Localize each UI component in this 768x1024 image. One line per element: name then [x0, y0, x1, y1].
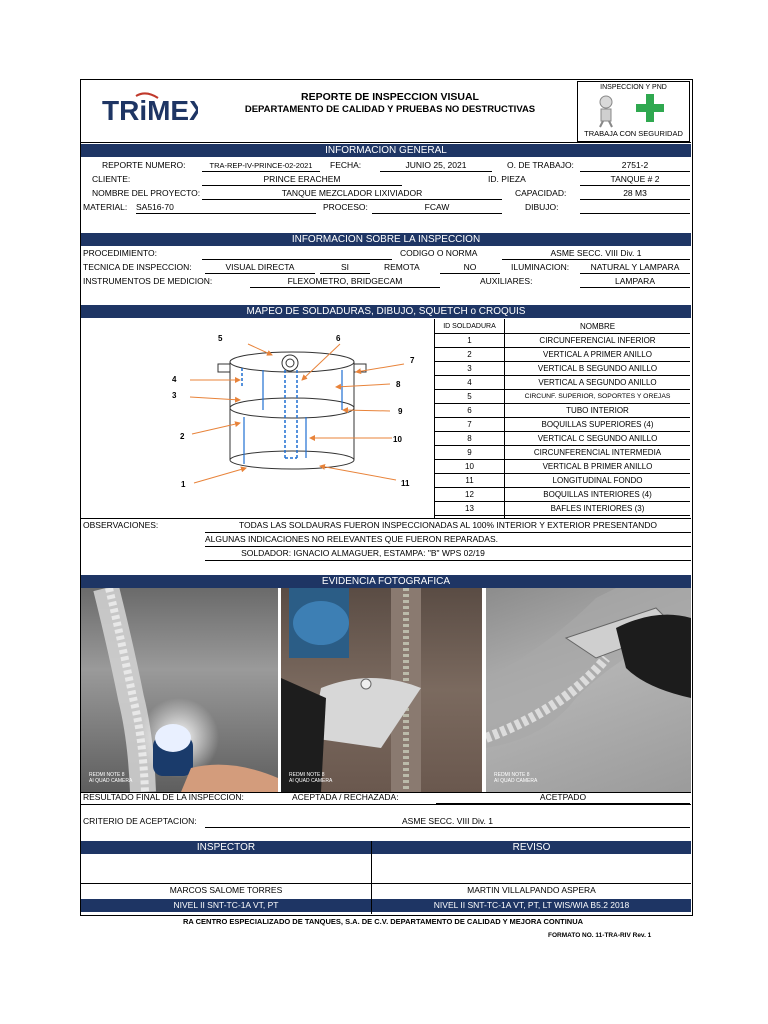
weld-row-id: 7	[435, 418, 504, 432]
procedure-label: PROCEDIMIENTO:	[83, 248, 157, 258]
acceptance-criteria-value: ASME SECC. VIII Div. 1	[205, 816, 690, 828]
capacity-label: CAPACIDAD:	[515, 188, 567, 198]
piece-id-value: TANQUE # 2	[580, 174, 690, 186]
weld-row-id: 13	[435, 502, 504, 516]
weld-row-name: CIRCUNFERENCIAL INTERMEDIA	[505, 446, 690, 460]
observations-line-2: ALGUNAS INDICACIONES NO RELEVANTES QUE FUERON REPARADAS.	[205, 534, 498, 544]
weld-row-name: VERTICAL B PRIMER ANILLO	[505, 460, 690, 474]
sketch-label-10: 10	[393, 435, 402, 444]
photo-2-watermark-line1: REDMI NOTE 8	[289, 772, 325, 778]
capacity-value: 28 M3	[580, 188, 690, 200]
table-header-id: ID SOLDADURA	[435, 320, 504, 334]
trimex-logo-icon	[102, 90, 198, 124]
photo-weld-flashlight	[81, 588, 278, 792]
photo-2-drawing	[281, 588, 482, 792]
code-label: CODIGO O NORMA	[400, 248, 478, 258]
acceptance-criteria-label: CRITERIO DE ACEPTACION:	[83, 816, 197, 826]
reviewer-level: NIVEL II SNT-TC-1A VT, PT, LT WIS/WIA B5.2 2018	[372, 899, 691, 912]
auxiliaries-value: LAMPARA	[580, 276, 690, 288]
remote-value: NO	[440, 262, 500, 274]
final-result-label: RESULTADO FINAL DE LA INSPECCION:	[83, 792, 244, 802]
photo-gauge-nozzle	[486, 588, 691, 792]
report-title: REPORTE DE INSPECCION VISUAL	[301, 91, 479, 103]
instruments-value: FLEXOMETRO, BRIDGECAM	[250, 276, 440, 288]
observations-label: OBSERVACIONES:	[83, 520, 159, 530]
direct-answer-value: SI	[320, 262, 370, 274]
technique-value: VISUAL DIRECTA	[205, 262, 315, 274]
mapping-bar: MAPEO DE SOLDADURAS, DIBUJO, SQUETCH o CROQUIS	[81, 305, 691, 318]
photo-1-watermark-line2: AI QUAD CAMERA	[89, 778, 133, 784]
code-value: ASME SECC. VIII Div. 1	[502, 248, 690, 260]
weld-row-id: 9	[435, 446, 504, 460]
reviewer-bar: REVISO	[372, 841, 691, 854]
general-info-bar: INFORMACION GENERAL	[81, 144, 691, 157]
weld-row-id: 8	[435, 432, 504, 446]
inspector-bar: INSPECTOR	[81, 841, 371, 854]
inspector-level: NIVEL II SNT-TC-1A VT, PT	[81, 899, 371, 912]
table-header-name: NOMBRE	[505, 320, 690, 334]
accept-reject-label: ACEPTADA / RECHAZADA:	[292, 792, 399, 802]
procedure-value	[202, 248, 392, 260]
weld-row-id: 10	[435, 460, 504, 474]
report-number-value: TRA-REP-IV-PRINCE-02-2021	[202, 160, 320, 172]
footer-form-code: FORMATO NO. 11-TRA-RIV Rev. 1	[548, 932, 652, 939]
weld-row-name: VERTICAL B SEGUNDO ANILLO	[505, 362, 690, 376]
lighting-value: NATURAL Y LAMPARA	[580, 262, 690, 274]
remote-label: REMOTA	[384, 262, 420, 272]
photo-2-watermark-line2: AI QUAD CAMERA	[289, 778, 333, 784]
weld-row-name: BOQUILLAS INTERIORES (4)	[505, 488, 690, 502]
weld-row-id: 1	[435, 334, 504, 348]
weld-row-name: BOQUILLAS SUPERIORES (4)	[505, 418, 690, 432]
final-result-value: ACETPADO	[436, 792, 690, 804]
photo-gauge-weld	[281, 588, 482, 792]
client-label: CLIENTE:	[92, 174, 131, 184]
client-value: PRINCE ERACHEM	[202, 174, 402, 186]
sketch-label-6: 6	[336, 334, 341, 343]
department-title: DEPARTAMENTO DE CALIDAD Y PRUEBAS NO DESTRUCTIVAS	[244, 104, 536, 115]
drawing-value	[580, 202, 690, 214]
weld-row-name: CIRCUNFERENCIAL INFERIOR	[505, 334, 690, 348]
piece-id-label: ID. PIEZA	[488, 174, 526, 184]
technique-label: TECNICA DE INSPECCION:	[83, 262, 192, 272]
weld-row-name: VERTICAL A PRIMER ANILLO	[505, 348, 690, 362]
drawing-label: DIBUJO:	[525, 202, 559, 212]
auxiliaries-label: AUXILIARES:	[480, 276, 533, 286]
weld-row-id: 6	[435, 404, 504, 418]
weld-row-name: VERTICAL C SEGUNDO ANILLO	[505, 432, 690, 446]
weld-row-name: VERTICAL A SEGUNDO ANILLO	[505, 376, 690, 390]
badge-top-text: INSPECCION Y PND	[600, 84, 667, 91]
process-label: PROCESO:	[323, 202, 368, 212]
weld-row-id: 11	[435, 474, 504, 488]
photo-2-watermark	[289, 772, 332, 784]
report-number-label: REPORTE NUMERO:	[102, 160, 186, 170]
lighting-label: ILUMINACION:	[511, 262, 570, 272]
photo-3-watermark-line2: AI QUAD CAMERA	[494, 778, 538, 784]
weld-row-id: 2	[435, 348, 504, 362]
photo-1-watermark-line1: REDMI NOTE 8	[89, 772, 125, 778]
photo-1-drawing	[81, 588, 278, 792]
material-label: MATERIAL:	[83, 202, 128, 212]
sketch-label-4: 4	[172, 375, 177, 384]
photo-3-watermark	[494, 772, 537, 784]
sketch-label-1: 1	[181, 480, 186, 489]
weld-row-name: BAFLES INTERIORES (3)	[505, 502, 690, 516]
process-value: FCAW	[372, 202, 502, 214]
inspector-name: MARCOS SALOME TORRES	[169, 885, 283, 895]
logo-text: TRiMEX	[102, 95, 198, 124]
project-name-value: TANQUE MEZCLADOR LIXIVIADOR	[202, 188, 502, 200]
photo-1-watermark	[89, 772, 132, 784]
worker-icon	[592, 94, 622, 128]
sketch-label-2: 2	[180, 432, 185, 441]
footer-company: RA CENTRO ESPECIALIZADO DE TANQUES, S.A. DE C.V. DEPARTAMENTO DE CALIDAD Y MEJORA CONTINUA	[183, 917, 584, 926]
observations-line-3: SOLDADOR: IGNACIO ALMAGUER, ESTAMPA: "B" WPS 02/19	[241, 548, 485, 558]
date-label: FECHA:	[330, 160, 362, 170]
date-value: JUNIO 25, 2021	[380, 160, 492, 172]
sketch-label-11: 11	[401, 479, 410, 488]
inspection-info-bar: INFORMACION SOBRE LA INSPECCION	[81, 233, 691, 246]
weld-row-name: CIRCUNF. SUPERIOR, SOPORTES Y OREJAS	[505, 390, 690, 404]
tank-sketch	[160, 322, 435, 517]
weld-row-id: 12	[435, 488, 504, 502]
weld-row-id: 5	[435, 390, 504, 404]
photo-evidence-bar: EVIDENCIA FOTOGRAFICA	[81, 575, 691, 588]
work-order-label: O. DE TRABAJO:	[507, 160, 574, 170]
green-cross-icon	[636, 94, 664, 124]
sketch-label-3: 3	[172, 391, 177, 400]
sketch-label-5: 5	[218, 334, 223, 343]
observations-line-1: TODAS LAS SOLDAURAS FUERON INSPECCIONADAS AL 100% INTERIOR Y EXTERIOR PRESENTANDO	[238, 520, 658, 530]
instruments-label: INSTRUMENTOS DE MEDICION:	[83, 276, 213, 286]
reviewer-name: MARTIN VILLALPANDO ASPERA	[467, 885, 596, 895]
weld-row-name: LONGITUDINAL FONDO	[505, 474, 690, 488]
weld-row-id: 3	[435, 362, 504, 376]
photo-3-watermark-line1: REDMI NOTE 8	[494, 772, 530, 778]
weld-row-id: 4	[435, 376, 504, 390]
sketch-label-8: 8	[396, 380, 401, 389]
project-name-label: NOMBRE DEL PROYECTO:	[92, 188, 201, 198]
safety-badge	[577, 81, 690, 142]
company-logo	[102, 90, 198, 124]
work-order-value: 2751-2	[580, 160, 690, 172]
sketch-label-7: 7	[410, 356, 415, 365]
material-value: SA516-70	[136, 202, 316, 214]
photo-3-drawing	[486, 588, 691, 792]
weld-row-name: TUBO INTERIOR	[505, 404, 690, 418]
sketch-label-9: 9	[398, 407, 403, 416]
badge-bottom-text: TRABAJA CON SEGURIDAD	[584, 129, 683, 138]
